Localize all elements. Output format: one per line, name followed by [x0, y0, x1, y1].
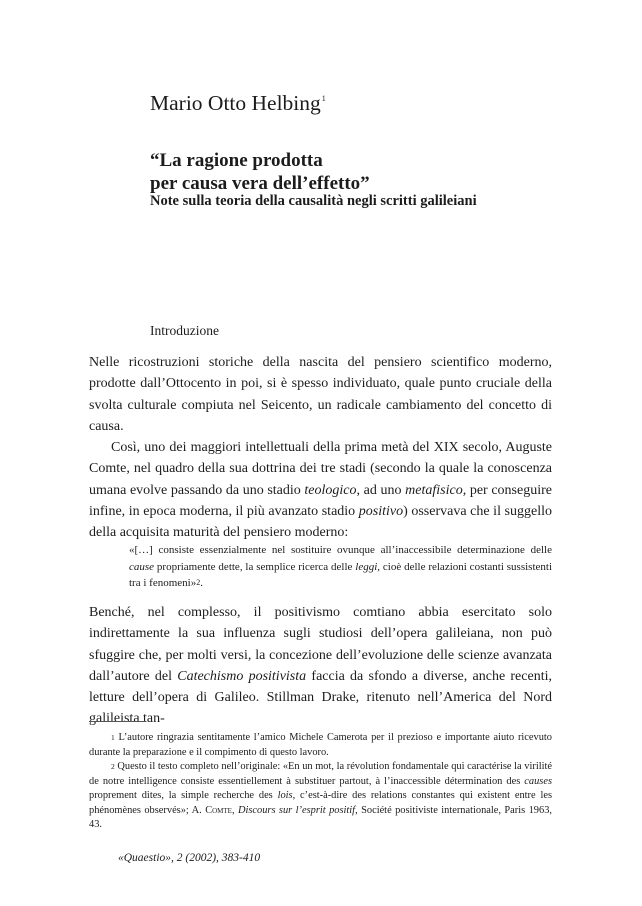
title-line-2: per causa vera dell’effetto”: [150, 173, 370, 194]
footnote-1: $^1$ L’autore ringrazia sentitamente l’amico Michele Camerota per il prezioso e importante aiuto ricevuto durante la preparazione e il compimento di questo lavoro.: [89, 732, 552, 758]
footnote-2-mark: 2: [111, 762, 115, 771]
paragraph-1: Nelle ricostruzioni storiche della nascita del pensiero scientifico moderno, prodotte dall’Ottocento in poi, si è spesso individuato, quale punto cruciale della svolta culturale compiuta nel Seicento, un radicale cambiamento del concetto di causa.: [89, 355, 552, 434]
journal-citation: «Quaestio», 2 (2002), 383-410: [118, 852, 261, 864]
body-text: [89, 352, 552, 544]
paragraph-2: Così, uno dei maggiori intellettuali della prima metà del XIX secolo, Auguste Comte, nel quadro della sua dottrina dei tre stadi (secondo la quale la conoscenza umana evolve passando da uno stadio teologico, ad uno metafisico, per conseguire infine, in epoca moderna, il più avanzato stadio positivo) osservava che il suggello della acquisita maturità del pensiero moderno:: [89, 440, 552, 541]
footnote-2: $^2$ Questo il testo completo nell’originale: «En un mot, la révolution fondamentale qui caractérise la virilité de notre intelligence consiste essentiellement à substituer partout, à l’inaccessible détermination des causes proprement dites, la simple recherche des lois, c’est-à-dire des relations constantes qui existent entre les phénomènes observés»; A. Comte, Discours sur l’esprit positif, Société positiviste internationale, Paris 1963, 43.: [89, 761, 552, 830]
author-name: Mario Otto Helbing$^1$: [150, 91, 326, 115]
paragraph-3: Benché, nel complesso, il positivismo comtiano abbia esercitato solo indirettamente la sua influenza sugli studiosi dell’opera galileiana, non può sfuggire che, per molti versi, la concezione dell’evoluzione delle scienze avanzata dall’autore del Catechismo positivista faccia da sfondo a diverse, anche recenti, letture dell’opera di Galileo. Stillman Drake, ritenuto nell’America del Nord galileista tan-: [89, 605, 552, 727]
title-line-1: “La ragione prodotta: [150, 150, 323, 171]
block-quote: «[…] consiste essenzialmente nel sostituire ovunque all’inaccessibile determinazione delle cause propriamente dette, la semplice ricerca delle leggi, cioè delle relazioni costanti sussistenti tra i fenomeni»$^2$.: [129, 544, 553, 590]
quote-footnote-mark[interactable]: 2: [196, 578, 201, 588]
author-footnote-mark[interactable]: 1: [321, 94, 326, 103]
section-heading: Introduzione: [150, 323, 219, 338]
footnote-rule: [89, 721, 145, 722]
footnote-1-mark: 1: [111, 733, 115, 742]
article-title: [150, 149, 370, 195]
article-subtitle: Note sulla teoria della causalità negli scritti galileiani: [150, 193, 477, 209]
